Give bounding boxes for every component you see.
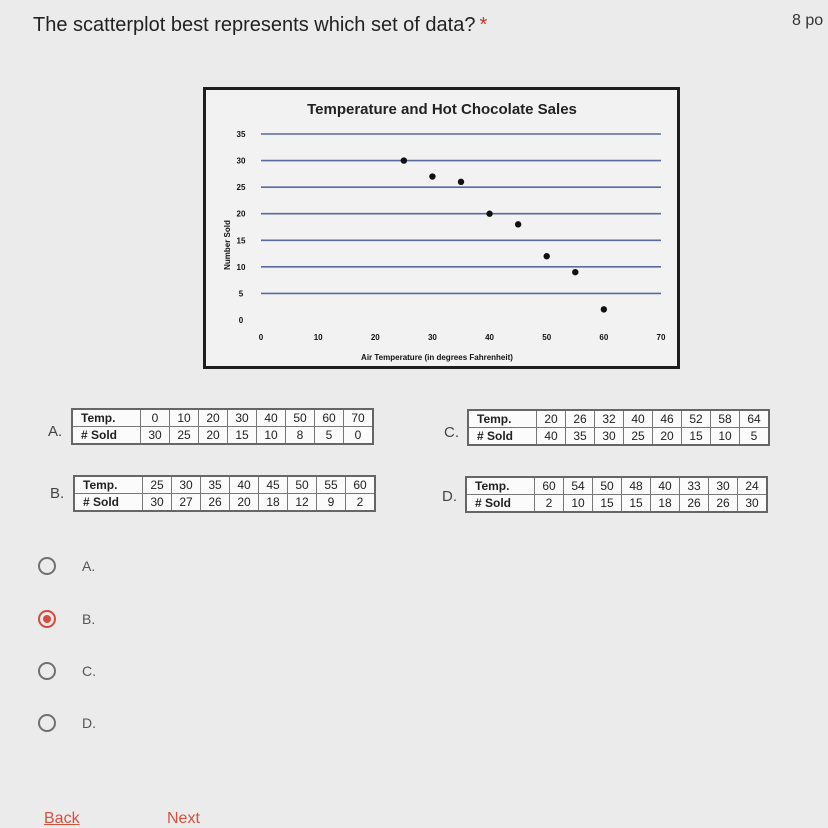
radio-b[interactable] [38,610,56,628]
row-header: Temp. [72,409,141,427]
temp-cell: 55 [317,476,346,494]
data-point [486,211,492,217]
sold-cell: 15 [622,495,651,513]
temp-cell: 30 [709,477,738,495]
question-title [33,14,487,37]
x-tick-label: 10 [313,333,323,342]
sold-cell: 25 [170,427,199,445]
temp-cell: 33 [680,477,709,495]
temp-cell: 58 [711,410,740,428]
temp-cell: 30 [228,409,257,427]
sold-cell: 8 [286,427,315,445]
option-a-label: A. [82,558,96,574]
sold-cell: 25 [624,428,653,446]
question-text: The scatterplot best represents which set of data? [33,14,476,36]
x-axis-title: Air Temperature (in degrees Fahrenheit) [361,353,513,362]
sold-cell: 0 [344,427,374,445]
x-tick-label: 40 [485,333,495,342]
row-header: # Sold [72,427,141,445]
row-header: Temp. [468,410,537,428]
sold-cell: 30 [595,428,624,446]
temp-cell: 50 [286,409,315,427]
option-c-label: C. [82,663,96,679]
table-a-sold-row [72,427,373,445]
x-tick-label: 60 [599,333,609,342]
y-tick-label: 15 [236,236,246,246]
table-b-letter: B. [50,485,65,502]
option-c[interactable] [38,662,96,680]
sold-cell: 15 [682,428,711,446]
data-point [515,221,521,227]
temp-cell: 40 [230,476,259,494]
sold-cell: 26 [709,495,738,513]
temp-cell: 30 [172,476,201,494]
table-d-letter: D. [442,488,457,505]
sold-cell: 20 [230,494,259,512]
temp-cell: 40 [651,477,680,495]
y-tick-label: 25 [236,183,246,193]
y-tick-label: 10 [236,262,246,272]
option-b[interactable] [38,610,95,628]
temp-cell: 25 [143,476,172,494]
y-axis-title: Number Sold [223,220,232,270]
sold-cell: 15 [593,495,622,513]
sold-cell: 10 [711,428,740,446]
temp-cell: 32 [595,410,624,428]
sold-cell: 27 [172,494,201,512]
row-header: Temp. [74,476,143,494]
sold-cell: 20 [199,427,228,445]
next-link[interactable]: Next [167,810,200,827]
temp-cell: 20 [537,410,566,428]
sold-cell: 40 [537,428,566,446]
sold-cell: 12 [288,494,317,512]
table-d [465,476,768,513]
temp-cell: 46 [653,410,682,428]
sold-cell: 30 [141,427,170,445]
chart-svg [206,90,677,366]
x-tick-label: 30 [427,333,437,342]
sold-cell: 5 [315,427,344,445]
sold-cell: 2 [535,495,564,513]
data-point [401,157,407,163]
sold-cell: 20 [653,428,682,446]
temp-cell: 52 [682,410,711,428]
table-b-sold-row [74,494,375,512]
table-a-temp-row [72,409,373,427]
sold-cell: 9 [317,494,346,512]
y-tick-label: 20 [236,209,246,219]
sold-cell: 18 [651,495,680,513]
temp-cell: 60 [315,409,344,427]
temp-cell: 35 [201,476,230,494]
chart-title: Temperature and Hot Chocolate Sales [307,101,577,118]
table-d-sold-row [466,495,767,513]
temp-cell: 20 [199,409,228,427]
option-d[interactable] [38,714,96,732]
y-tick-label: 5 [238,289,244,299]
table-c-sold-row [468,428,769,446]
sold-cell: 30 [738,495,768,513]
temp-cell: 60 [535,477,564,495]
data-point [601,306,607,312]
row-header: # Sold [74,494,143,512]
sold-cell: 15 [228,427,257,445]
scatterplot-chart [203,87,680,369]
radio-a[interactable] [38,557,56,575]
sold-cell: 10 [257,427,286,445]
table-c-temp-row [468,410,769,428]
y-tick-label: 0 [238,316,244,325]
x-tick-label: 0 [258,333,264,342]
sold-cell: 18 [259,494,288,512]
row-header: # Sold [468,428,537,446]
y-tick-label: 35 [236,130,246,139]
x-tick-label: 50 [542,333,552,342]
temp-cell: 26 [566,410,595,428]
table-d-temp-row [466,477,767,495]
option-d-label: D. [82,715,96,731]
data-point [458,179,464,185]
table-b-temp-row [74,476,375,494]
data-point [429,173,435,179]
back-link[interactable]: Back [44,810,80,827]
data-point [544,253,550,259]
y-tick-label: 30 [236,156,246,166]
sold-cell: 26 [680,495,709,513]
table-a [71,408,374,445]
x-tick-label: 20 [370,333,380,342]
temp-cell: 50 [288,476,317,494]
table-a-letter: A. [48,423,63,440]
option-a[interactable] [38,557,95,575]
option-b-label: B. [82,611,96,627]
temp-cell: 48 [622,477,651,495]
temp-cell: 45 [259,476,288,494]
temp-cell: 54 [564,477,593,495]
sold-cell: 35 [566,428,595,446]
sold-cell: 10 [564,495,593,513]
row-header: Temp. [466,477,535,495]
x-tick-label: 70 [656,333,666,342]
sold-cell: 2 [346,494,376,512]
row-header: # Sold [466,495,535,513]
temp-cell: 24 [738,477,768,495]
temp-cell: 64 [740,410,770,428]
sold-cell: 30 [143,494,172,512]
data-point [572,269,578,275]
sold-cell: 26 [201,494,230,512]
required-mark: * [479,14,488,36]
sold-cell: 5 [740,428,770,446]
table-c-letter: C. [444,424,459,441]
temp-cell: 60 [346,476,376,494]
temp-cell: 70 [344,409,374,427]
table-b [73,475,376,512]
points-label: 8 po [792,12,824,29]
temp-cell: 40 [257,409,286,427]
table-c [467,409,770,446]
temp-cell: 10 [170,409,199,427]
temp-cell: 40 [624,410,653,428]
radio-c[interactable] [38,662,56,680]
radio-d[interactable] [38,714,56,732]
temp-cell: 50 [593,477,622,495]
temp-cell: 0 [141,409,170,427]
